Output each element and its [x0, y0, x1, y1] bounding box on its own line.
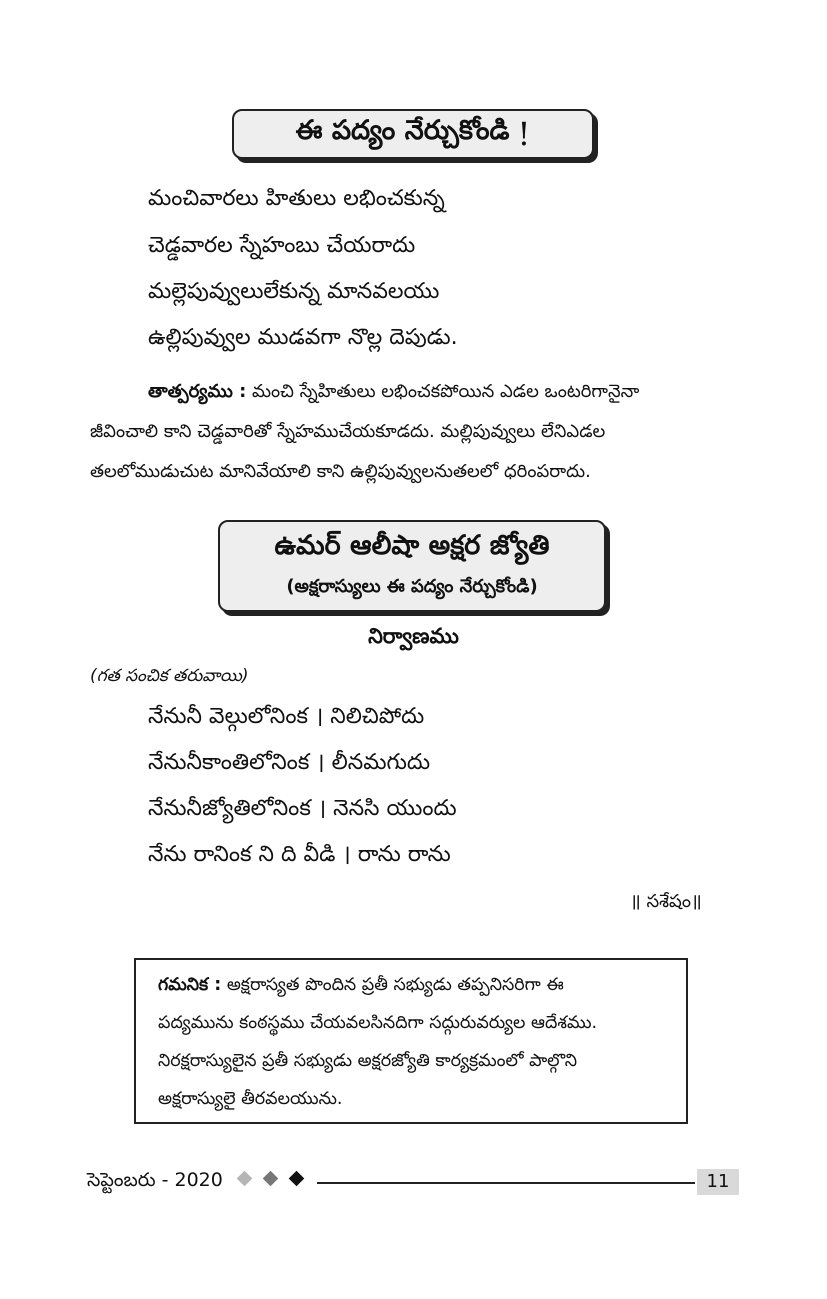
section-heading-nirvanamu: నిర్వాణము — [368, 624, 459, 648]
meaning-line-1 — [148, 381, 639, 406]
footer-date: సెప్టెంబరు - 2020 — [87, 1169, 223, 1191]
poem-title-box — [232, 109, 594, 159]
footer-rule — [317, 1182, 695, 1184]
diamond-medium-icon — [263, 1171, 279, 1187]
note-box — [134, 958, 688, 1124]
nirvana-verse-1: నేనునీ వెల్గులోనింక । నిలిచిపోదు — [148, 704, 425, 729]
page-footer — [87, 1169, 739, 1197]
note-label: గమనిక : — [158, 975, 222, 995]
note-text-1: అక్షరాస్యత పొందిన ప్రతీ సభ్యుడు తప్పనిసరిగా ఈ — [226, 975, 564, 995]
poem-verse-3: మల్లెపువ్వులులేకున్న మానవలయు — [148, 279, 440, 304]
poem-verse-2: చెడ్డవారల స్నేహంబు చేయరాదు — [148, 233, 416, 258]
diamond-dark-icon — [289, 1171, 305, 1187]
umar-alisha-title: ఉమర్ ఆలీషా అక్షర జ్యోతి — [274, 530, 550, 561]
note-line-4: అక్షరాస్యులై తీరవలయును. — [158, 1089, 343, 1109]
meaning-line-2: జీవించాలి కాని చెడ్డవారితో స్నేహముచేయకూడదు. మల్లిపువ్వులు లేనిఎడల — [90, 421, 606, 442]
poem-title: ఈ పద్యం నేర్చుకోండి — [295, 115, 510, 146]
note-line-2: పద్యమును కంఠస్థము చేయవలసినదిగా సద్గురువర్యుల ఆదేశము. — [158, 1013, 598, 1033]
nirvana-verse-3: నేనునీజ్యోతిలోనింక । నెనసి యుందు — [148, 796, 457, 821]
umar-alisha-title-box — [218, 520, 606, 612]
page-number: 11 — [697, 1169, 739, 1195]
meaning-label: తాత్పర్యము : — [148, 381, 247, 402]
meaning-line-3: తలలోముడుచుట మానివేయాలి కాని ఉల్లిపువ్వులనుతలలో ధరింపరాదు. — [90, 461, 591, 482]
diamond-light-icon — [237, 1171, 253, 1187]
poem-title-exclamation: ! — [517, 115, 531, 153]
umar-alisha-subtitle: (అక్షరాస్యులు ఈ పద్యం నేర్చుకోండి) — [286, 576, 538, 597]
note-line-3: నిరక్షరాస్యులైన ప్రతీ సభ్యుడు అక్షరజ్యోతి కార్యక్రమంలో పాల్గొని — [158, 1051, 577, 1071]
poem-verse-4: ఉల్లిపువ్వుల ముడవగా నొల్ల దెపుడు. — [148, 325, 458, 350]
poem-verse-1: మంచివారలు హితులు లభించకున్న — [148, 186, 445, 211]
continued-note: (గత సంచిక తరువాయి) — [90, 666, 249, 686]
nirvana-verse-4: నేను రానింక ని ది వీడి । రాను రాను — [148, 842, 451, 867]
to-be-continued: ॥ సశేషం॥ — [630, 891, 702, 912]
note-line-1 — [158, 972, 668, 999]
nirvana-verse-2: నేనునీకాంతిలోనింక । లీనమగుదు — [148, 750, 431, 775]
meaning-text-1: మంచి స్నేహితులు లభించకపోయిన ఎడల ఒంటరిగానైనా — [252, 381, 640, 402]
